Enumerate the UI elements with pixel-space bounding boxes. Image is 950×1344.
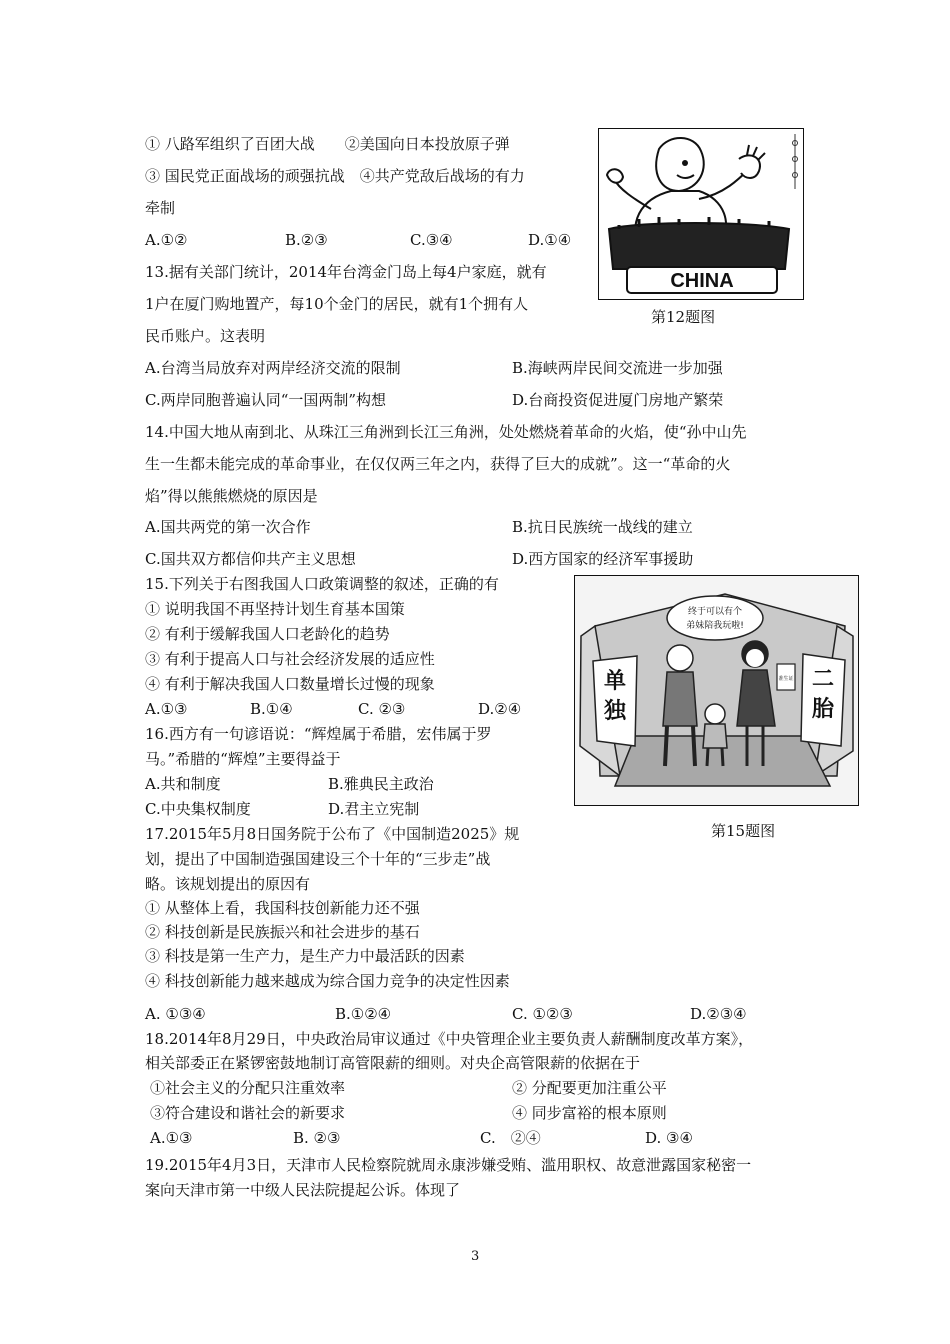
q17-option-b: B.①②④ — [335, 1005, 392, 1023]
q15-item-2: ② 有利于缓解我国人口老龄化的趋势 — [145, 625, 390, 643]
q18-stem-line-1: 18.2014年8月29日，中央政治局审议通过《中央管理企业主要负责人薪酬制度改革方案》， — [145, 1030, 754, 1048]
q17-option-d: D.②③④ — [690, 1005, 747, 1023]
q16-stem-line-2: 马。”希腊的“辉煌”主要得益于 — [145, 750, 341, 768]
q14-option-a: A.国共两党的第一次合作 — [145, 518, 311, 536]
q18-item-1: ①社会主义的分配只注重效率 — [150, 1079, 346, 1097]
q14-option-d: D.西方国家的经济军事援助 — [512, 550, 694, 568]
cartoon-china-label: CHINA — [670, 270, 734, 292]
q15-item-1: ① 说明我国不再坚持计划生育基本国策 — [145, 600, 405, 618]
q15-stem: 15.下列关于右图我国人口政策调整的叙述，正确的有 — [145, 575, 499, 593]
q12-figure-caption: 第12题图 — [651, 308, 716, 326]
q17-stem-line-2: 划，提出了中国制造强国建设三个十年的“三步走”战 — [145, 850, 491, 868]
q17-stem-line-3: 略。该规划提出的原因有 — [145, 875, 311, 893]
q18-item-4: ④ 同步富裕的根本原则 — [512, 1104, 667, 1122]
q17-option-a: A. ①③④ — [145, 1005, 206, 1023]
q18-stem-line-2: 相关部委正在紧锣密鼓地制订高管限薪的细则。对央企高管限薪的依据在于 — [145, 1054, 641, 1072]
q15-item-3: ③ 有利于提高人口与社会经济发展的适应性 — [145, 650, 435, 668]
q13-stem-line-1: 13.据有关部门统计，2014年台湾金门岛上每4户家庭，就有 — [145, 263, 547, 281]
q13-option-c: C.两岸同胞普遍认同“一国两制”构想 — [145, 391, 387, 409]
q18-item-2: ② 分配要更加注重公平 — [512, 1079, 667, 1097]
q16-option-c: C.中央集权制度 — [145, 800, 251, 818]
q17-item-2: ② 科技创新是民族振兴和社会进步的基石 — [145, 923, 420, 941]
q12-answer-b: B.②③ — [285, 231, 328, 249]
q18-item-3: ③符合建设和谐社会的新要求 — [150, 1104, 346, 1122]
q18-option-a: A.①③ — [150, 1129, 193, 1147]
q13-stem-line-2: 1户在厦门购地置产，每10个金门的居民，就有1个拥有人 — [145, 295, 529, 313]
bubble-line-2: 弟妹陪我玩啦! — [686, 621, 744, 631]
q16-option-a: A.共和制度 — [145, 775, 221, 793]
q15-option-b: B.①④ — [250, 700, 293, 718]
q14-option-c: C.国共双方都信仰共产主义思想 — [145, 550, 356, 568]
q13-option-a: A.台湾当局放弃对两岸经济交流的限制 — [145, 359, 401, 377]
bubble-line-1: 终于可以有个 — [687, 607, 743, 617]
q18-option-d: D. ③④ — [645, 1129, 693, 1147]
q17-item-1: ① 从整体上看，我国科技创新能力还不强 — [145, 899, 420, 917]
page-number: 3 — [471, 1249, 480, 1264]
right-sign-text-bottom: 胎 — [811, 697, 835, 722]
q13-option-b: B.海峡两岸民间交流进一步加强 — [512, 359, 723, 377]
cartoon-illustration — [599, 129, 803, 299]
q13-option-d: D.台商投资促进厦门房地产繁荣 — [512, 391, 724, 409]
q12-option-line-1: ① 八路军组织了百团大战 ②美国向日本投放原子弹 — [145, 135, 510, 153]
q12-option-line-3: 牵制 — [145, 199, 176, 217]
q15-option-c: C. ②③ — [358, 700, 406, 718]
q12-answer-d: D.①④ — [528, 231, 572, 249]
q14-stem-line-3: 焰”得以熊熊燃烧的原因是 — [145, 487, 318, 505]
q12-answer-a: A.①② — [145, 231, 188, 249]
q15-cartoon-figure — [574, 575, 859, 806]
q15-figure-caption: 第15题图 — [711, 822, 776, 840]
left-sign-text-bottom: 独 — [603, 699, 627, 724]
q16-option-d: D.君主立宪制 — [328, 800, 420, 818]
q18-option-b: B. ②③ — [293, 1129, 341, 1147]
q13-stem-line-3: 民币账户。这表明 — [145, 327, 266, 345]
q15-option-a: A.①③ — [145, 700, 188, 718]
q19-stem-line-1: 19.2015年4月3日，天津市人民检察院就周永康涉嫌受贿、滥用职权、故意泄露国家秘密一 — [145, 1156, 752, 1174]
q16-stem-line-1: 16.西方有一句谚语说：“辉煌属于希腊，宏伟属于罗 — [145, 725, 492, 743]
q14-stem-line-1: 14.中国大地从南到北、从珠江三角洲到长江三角洲，处处燃烧着革命的火焰，使“孙中山先 — [145, 423, 747, 441]
q15-item-4: ④ 有利于解决我国人口数量增长过慢的现象 — [145, 675, 435, 693]
q12-option-line-2: ③ 国民党正面战场的顽强抗战 ④共产党敌后战场的有力 — [145, 167, 525, 185]
right-sign-text-top: 二 — [811, 667, 835, 692]
q14-stem-line-2: 生一生都未能完成的革命事业，在仅仅两三年之内，获得了巨大的成就”。这一“革命的火 — [145, 455, 731, 473]
left-sign-text-top: 单 — [603, 669, 627, 694]
q14-option-b: B.抗日民族统一战线的建立 — [512, 518, 693, 536]
q19-stem-line-2: 案向天津市第一中级人民法院提起公诉。体现了 — [145, 1181, 461, 1199]
q17-item-4: ④ 科技创新能力越来越成为综合国力竞争的决定性因素 — [145, 972, 510, 990]
q17-item-3: ③ 科技是第一生产力，是生产力中最活跃的因素 — [145, 947, 465, 965]
q16-option-b: B.雅典民主政治 — [328, 775, 434, 793]
q18-option-c: C. ②④ — [480, 1129, 541, 1147]
q12-answer-c: C.③④ — [410, 231, 453, 249]
q17-option-c: C. ①②③ — [512, 1005, 573, 1023]
population-policy-illustration — [575, 576, 858, 805]
q12-cartoon-figure — [598, 128, 804, 300]
q15-option-d: D.②④ — [478, 700, 522, 718]
birth-permit-label: 准生证 — [778, 676, 794, 682]
q17-stem-line-1: 17.2015年5月8日国务院于公布了《中国制造2025》规 — [145, 825, 520, 843]
